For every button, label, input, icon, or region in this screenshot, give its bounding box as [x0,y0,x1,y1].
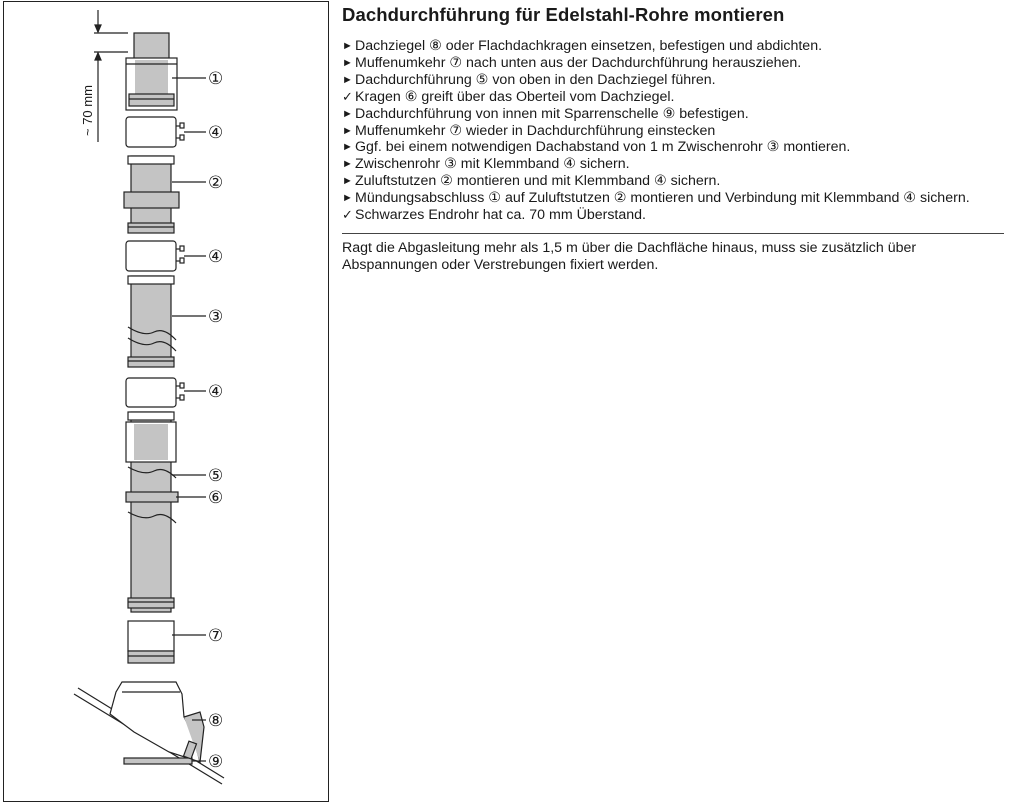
step-bullet: ► [342,124,353,137]
page-title: Dachdurchführung für Edelstahl-Rohre montieren [342,4,785,25]
callout-leaders [172,78,206,761]
callout-4: ④ [208,382,224,401]
dimension-label: ~ 70 mm [80,85,95,136]
step-text: Dachdurchführung ⑤ von oben in den Dachziegel führen. [355,71,716,88]
callout-6: ⑥ [208,488,224,507]
part-3-intermediate-pipe [128,276,176,367]
step-item [342,38,1004,55]
note-text: Ragt die Abgasleitung mehr als 1,5 m über die Dachfläche hinaus, muss sie zusätzlich über Abspannungen oder Verstrebungen fixiert werden. [342,239,917,273]
step-text: Dachziegel ⑧ oder Flachdachkragen einsetzen, befestigen und abdichten. [355,38,823,54]
part-8-roof-tile [74,682,224,784]
step-text: Muffenumkehr ⑦ wieder in Dachdurchführung einstecken [355,122,716,139]
step-list [342,38,1004,224]
part-7-socket-reversal [128,621,174,663]
step-text: Dachdurchführung von innen mit Sparrenschelle ⑨ befestigen. [355,105,749,122]
callout-8: ⑧ [208,711,224,730]
callout-4: ④ [208,123,224,142]
callout-2: ② [208,173,224,192]
callout-7: ⑦ [208,626,224,645]
divider [342,233,1004,234]
step-bullet: ► [342,175,353,188]
instructions-panel [342,4,1004,274]
step-text: Zwischenrohr ③ mit Klemmband ④ sichern. [355,156,630,173]
step-text: Mündungsabschluss ① auf Zuluftstutzen ② montieren und Verbindung mit Klemmband ④ sichern. [355,190,970,207]
result-item [342,89,1004,106]
step-bullet: ► [342,107,353,120]
step-text: Muffenumkehr ⑦ nach unten aus der Dachdurchführung herausziehen. [355,54,802,71]
check-icon: ✓ [342,207,353,223]
step-bullet: ► [342,40,353,52]
step-item [342,123,1004,140]
part-2-air-inlet [124,156,179,233]
step-item [342,139,1004,156]
part-4-clamp-band [126,378,184,407]
step-bullet: ► [342,158,353,171]
step-bullet: ► [342,192,353,205]
step-text: Kragen ⑥ greift über das Oberteil vom Dachziegel. [355,88,675,105]
result-item [342,207,1004,224]
step-text: Ggf. bei einem notwendigen Dachabstand von 1 m Zwischenrohr ③ montieren. [355,139,851,156]
part-1-outlet-terminal [126,33,177,110]
step-bullet: ► [342,56,353,69]
callout-3: ③ [208,307,224,326]
check-icon: ✓ [342,88,353,104]
step-item [342,156,1004,173]
step-item [342,55,1004,72]
step-item [342,106,1004,123]
step-bullet: ► [342,73,353,86]
assembly-drawing [4,2,330,803]
step-text: Zuluftstutzen ② montieren und mit Klemmband ④ sichern. [355,173,721,190]
callout-1: ① [208,69,224,88]
step-item [342,173,1004,190]
callout-4: ④ [208,247,224,266]
callout-5: ⑤ [208,466,224,485]
step-bullet: ► [342,141,353,154]
callout-9: ⑨ [208,752,224,771]
part-4-clamp-band [126,117,184,147]
step-text: Schwarzes Endrohr hat ca. 70 mm Überstand. [355,207,646,224]
part-5-roof-duct [126,412,178,612]
step-item [342,190,1004,207]
assembly-figure [3,1,329,802]
step-item [342,72,1004,89]
part-4-clamp-band [126,241,184,271]
dimension-marker [94,10,128,142]
